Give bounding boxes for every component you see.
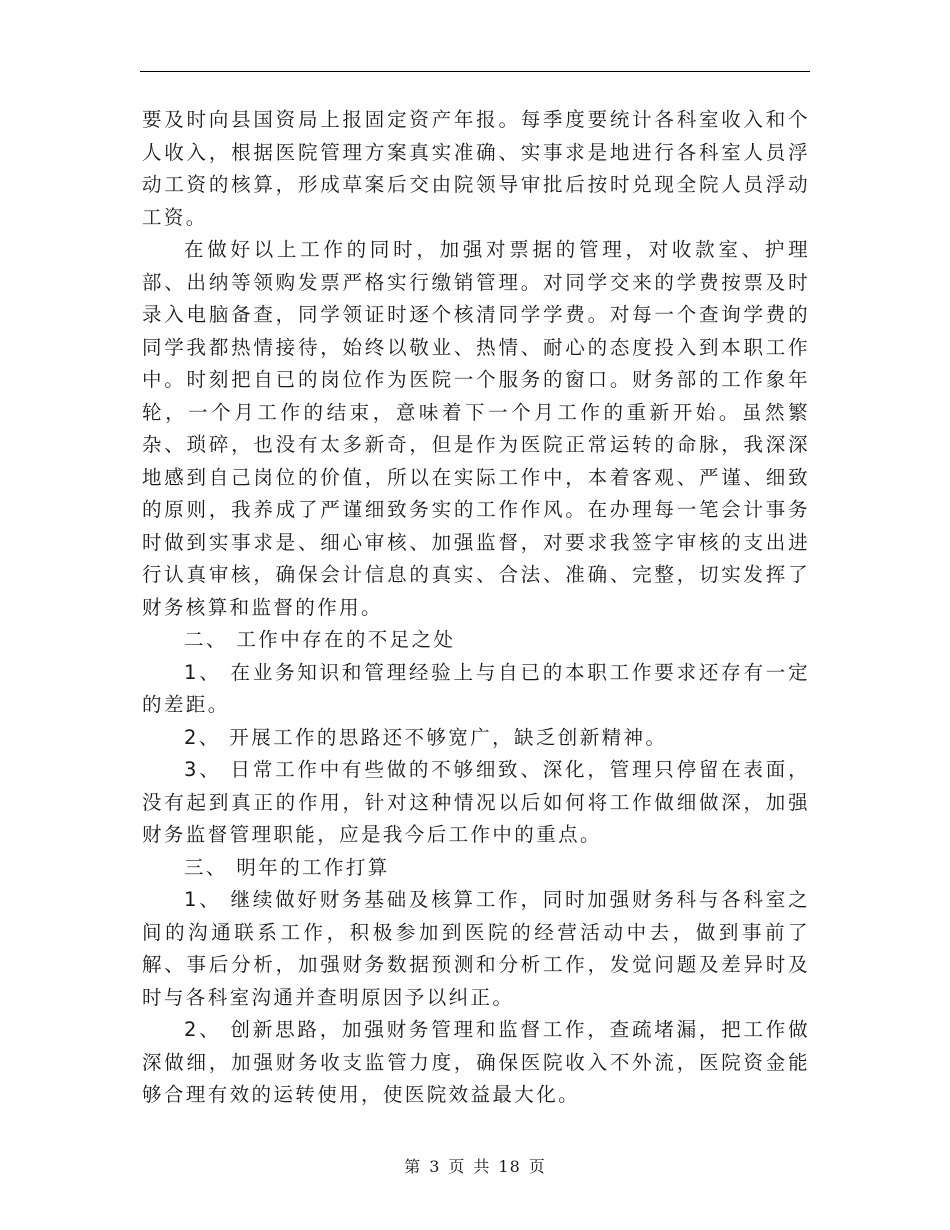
page-footer: [0, 1154, 950, 1177]
current-page-number: 3: [429, 1157, 441, 1176]
list-item: 1、 继续做好财务基础及核算工作，同时加强财务科与各科室之间的沟通联系工作，积极参加到医院的经营活动中去，做到事前了解、事后分析，加强财务数据预测和分析工作，发觉问题及差异时及时与各科室沟通并查明原因予以纠正。: [142, 888, 810, 1009]
header-rule: [140, 71, 810, 72]
footer-suffix: 页: [528, 1157, 546, 1176]
section-heading: 二、 工作中存在的不足之处: [184, 628, 456, 651]
paragraph: 要及时向县国资局上报固定资产年报。每季度要统计各科室收入和个人收入，根据医院管理方案真实准确、实事求是地进行各科室人员浮动工资的核算，形成草案后交由院领导审批后按时兑现全院人员浮动工资。: [142, 108, 810, 229]
list-item: 1、 在业务知识和管理经验上与自已的本职工作要求还存有一定的差距。: [142, 660, 810, 716]
list-item: 2、 创新思路，加强财务管理和监督工作，查疏堵漏，把工作做深做细，加强财务收支监管力度，确保医院收入不外流，医院资金能够合理有效的运转使用，使医院效益最大化。: [142, 1018, 810, 1106]
footer-page-word: 页: [448, 1157, 466, 1176]
list-item: 2、 开展工作的思路还不够宽广，缺乏创新精神。: [184, 725, 668, 749]
footer-prefix: 第: [404, 1157, 422, 1176]
section-heading: 三、 明年的工作打算: [184, 855, 390, 879]
paragraph: 在做好以上工作的同时，加强对票据的管理，对收款室、护理部、出纳等领购发票严格实行缴销管理。对同学交来的学费按票及时录入电脑备查，同学领证时逐个核清同学学费。对每一个查询学费的同学我都热情接待，始终以敬业、热情、耐心的态度投入到本职工作中。时刻把自已的岗位作为医院一个服务的窗口。财务部的工作象年轮，一个月工作的结束，意味着下一个月工作的重新开始。虽然繁杂、琐碎，也没有太多新奇，但是作为医院正常运转的命脉，我深深地感到自己岗位的价值，所以在实际工作中，本着客观、严谨、细致的原则，我养成了严谨细致务实的工作作风。在办理每一笔会计事务时做到实事求是、细心审核、加强监督，对要求我签字审核的支出进行认真审核，确保会计信息的真实、合法、准确、完整，切实发挥了财务核算和监督的作用。: [142, 238, 810, 619]
list-item: 3、 日常工作中有些做的不够细致、深化，管理只停留在表面，没有起到真正的作用，针对这种情况以后如何将工作做细做深，加强财务监督管理职能，应是我今后工作中的重点。: [142, 758, 810, 846]
total-pages-number: 18: [498, 1157, 521, 1176]
document-body: [142, 104, 810, 1112]
footer-total-word: 共: [473, 1157, 491, 1176]
